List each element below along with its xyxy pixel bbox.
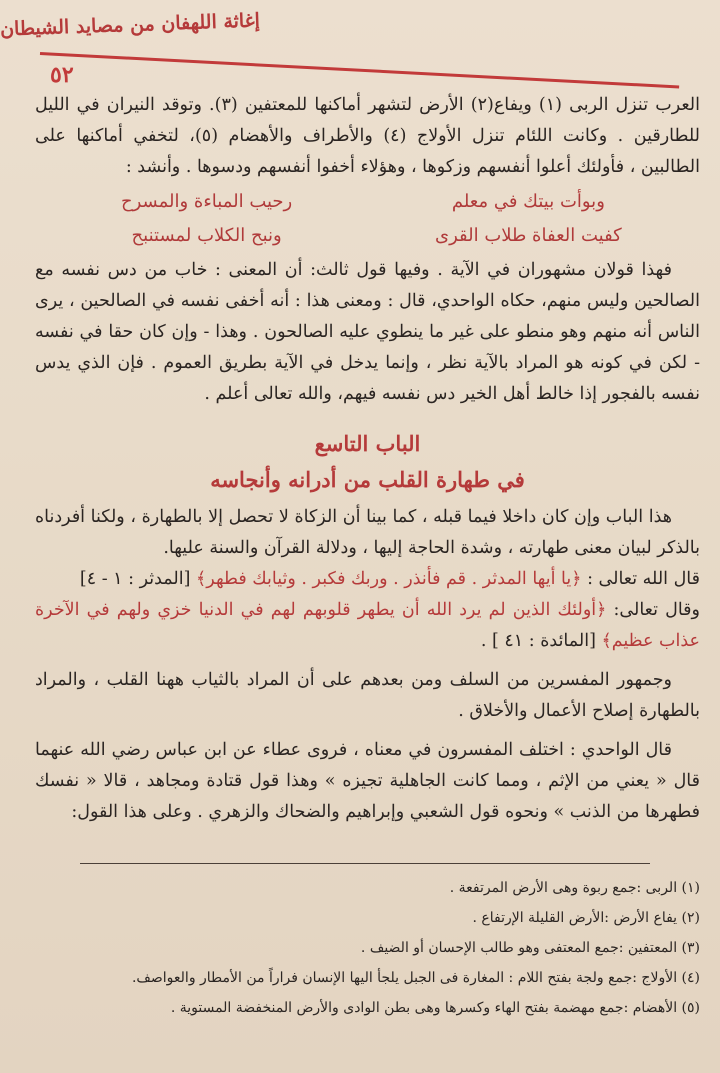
verse-hemistich: ونبح الكلاب لمستنبح: [131, 225, 282, 246]
chapter-title: الباب التاسع: [314, 431, 421, 456]
page-content: [35, 90, 700, 828]
quran-quote: [35, 564, 700, 595]
verse-hemistich: وبوأت بيتك في معلم: [451, 191, 605, 212]
poem-verse-2: [75, 221, 660, 251]
page-number: ٥٢: [50, 62, 74, 88]
quran-verse: ﴿يا أيها المدثر . قم فأنذر . وربك فكبر . وثيابك فطهر﴾: [196, 569, 582, 589]
verse-hemistich: رحيب المباءة والمسرح: [120, 191, 293, 212]
body-paragraph: هذا الباب وإن كان داخلا فيما قبله ، كما بينا أن الزكاة لا تحصل إلا بالطهارة ، ولكنا أفردناه بالذكر لبيان معنى طهارته ، وشدة الحاجة إليها ، ودلالة القرآن والسنة عليها.: [35, 507, 700, 558]
verse-reference: [المائدة : ٤١ ] .: [480, 631, 596, 651]
page-header: [0, 8, 690, 98]
footnote: (٣) المعتفين :جمع المعتفى وهو طالب الإحسان أو الضيف .: [360, 940, 700, 956]
footnotes: [35, 873, 700, 1023]
quote-intro: قال الله تعالى :: [587, 569, 700, 589]
chapter-subtitle: في طهارة القلب من أدرانه وأنجاسه: [210, 467, 525, 492]
verse-reference: [المدثر : ١ - ٤]: [79, 569, 191, 589]
footnote: (٤) الأولاج :جمع ولجة بفتح اللام : المغارة فى الجبل يلجأ اليها الإنسان فراراً من الأمطار والعواصف.: [131, 970, 700, 986]
body-paragraph: العرب تنزل الربى (١) ويفاع(٢) الأرض لتشهر أماكنها للمعتفين (٣). وتوقد النيران في الليل للطارقين . وكانت اللئام تنزل الأولاج (٤) والأطراف والأهضام (٥)، لتخفي أماكنها على الطالبين ، فأولئك أعلوا أنفسهم وزكوها ، وهؤلاء أخفوا أنفسهم ودسوها . وأنشد :: [35, 95, 700, 177]
quran-quote: [35, 595, 700, 657]
footnote-rule: [80, 863, 650, 864]
verse-hemistich: كفيت العفاة طلاب القرى: [434, 225, 622, 246]
footnote: (٥) الأهضام :جمع مهضمة بفتح الهاء وكسرها وهى بطن الوادى والأرض المنخفضة المستوية .: [170, 1000, 700, 1016]
footnote: (١) الربى :جمع ربوة وهى الأرض المرتفعة .: [449, 880, 700, 896]
body-paragraph: قال الواحدي : اختلف المفسرون في معناه ، فروى عطاء عن ابن عباس رضي الله عنهما قال « يعني من الإثم ، ومما كانت الجاهلية تجيزه » وهذا قول قتادة ومجاهد ، قالا « نفسك فطهرها من الذنب » ونحوه قول الشعبي وإبراهيم والضحاك والزهري . وعلى هذا القول:: [35, 740, 700, 822]
footnote: (٢) يفاع الأرض :الأرض القليلة الإرتفاع .: [472, 910, 700, 926]
poem-verse-1: [75, 187, 660, 217]
header-rule: [40, 52, 679, 88]
body-paragraph: وجمهور المفسرين من السلف ومن بعدهم على أن المراد بالثياب ههنا القلب ، والمراد بالطهارة إصلاح الأعمال والأخلاق .: [35, 670, 700, 721]
body-paragraph: فهذا قولان مشهوران في الآية . وفيها قول ثالث: أن المعنى : خاب من دس نفسه مع الصالحين وليس منهم، حكاه الواحدي، قال : ومعنى هذا : أنه أخفى نفسه في الصالحين ، يرى الناس أنه منهم وهو منطو على غير ما ينطوي عليه الصالحون . وهذا - وإن كان حقا في نفسه - لكن في كونه هو المراد بالآية نظر ، وإنما يدخل في الآية بطريق العموم . فإن الذي يدس نفسه بالفجور إذا خالط أهل الخير دس نفسه فيهم، والله تعالى أعلم .: [35, 260, 700, 404]
running-title: إغاثة اللهفان من مصايد الشيطان: [0, 9, 261, 41]
quran-verse: ﴿أولئك الذين لم يرد الله أن يطهر قلوبهم لهم في الدنيا خزي ولهم في الآخرة عذاب عظيم﴾: [35, 600, 700, 651]
quote-intro: وقال تعالى:: [613, 600, 700, 620]
